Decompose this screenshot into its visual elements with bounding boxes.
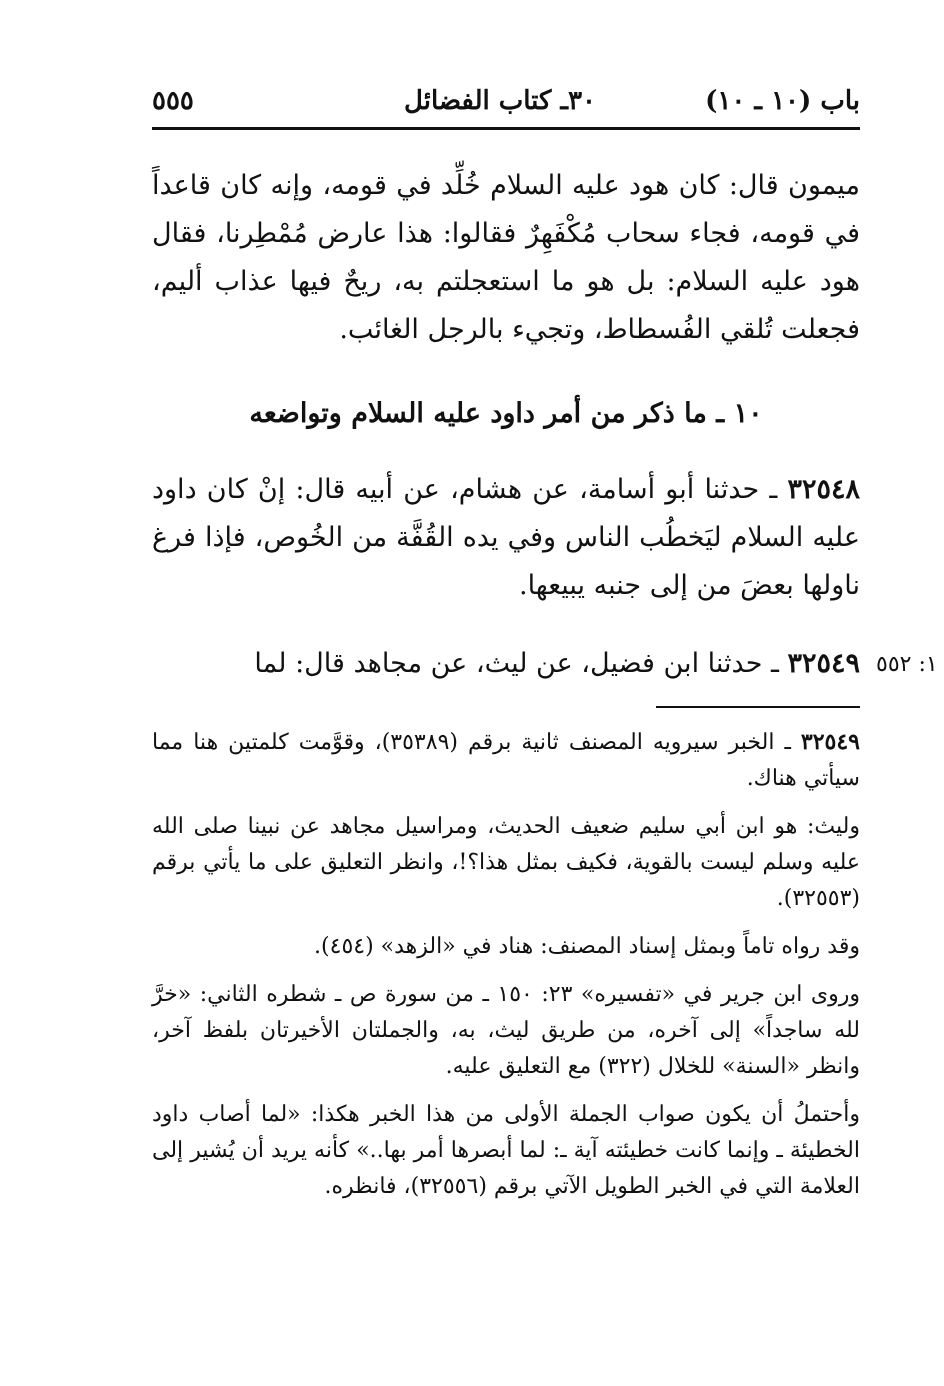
- footnote-number: ٣٢٥٤٩: [800, 729, 860, 755]
- continued-paragraph: ميمون قال: كان هود عليه السلام خُلِّد في قومه، وإنه كان قاعداً في قومه، فجاء سحاب مُكْفَهِرٌ فقالوا: هذا عارض مُمْطِرنا، فقال هود عليه السلام: بل هو ما استعجلتم به، ريحٌ فيها عذاب أليم، فجعلت تُلقي الفُسطاط، وتجيء بالرجل الغائب.: [152, 170, 860, 345]
- footnote: وأحتملُ أن يكون صواب الجملة الأولى من هذا الخبر هكذا: «لما أصاب داود الخطيئة ـ وإنما كانت خطيئته آية ـ: لما أبصرها أمر بها..» كأنه يريد أن يُشير إلى العلامة التي في الخبر الطويل الآتي برقم (٣٢٥٥٦)، فانظره.: [152, 1102, 860, 1199]
- margin-reference: ١: ٥٥٢: [876, 652, 938, 677]
- hadith-32548: [152, 466, 860, 626]
- footnotes: [152, 724, 860, 1217]
- footnote: وقد رواه تاماً وبمثل إسناد المصنف: هناد في «الزهد» (٤٥٤).: [314, 934, 860, 959]
- header-rule: [152, 127, 860, 130]
- hadith-number: ٣٢٥٤٩: [787, 648, 860, 679]
- hadith-text: ـ حدثنا ابن فضيل، عن ليث، عن مجاهد قال: لما: [254, 648, 788, 679]
- footnote: وليث: هو ابن أبي سليم ضعيف الحديث، ومراسيل مجاهد عن نبينا صلى الله عليه وسلم ليست بالقوية، فكيف بمثل هذا؟!، وانظر التعليق على ما يأتي برقم (٣٢٥٥٣).: [152, 814, 860, 911]
- hadith-number: ٣٢٥٤٨: [787, 474, 860, 505]
- footnote-rule: [656, 706, 860, 708]
- header-book-title: ٣٠ـ كتاب الفضائل: [404, 86, 596, 116]
- header-chapter-ref: باب (١٠ ـ ١٠): [705, 86, 860, 116]
- page-number: ٥٥٥: [152, 86, 194, 116]
- page-header: [152, 80, 860, 126]
- hadith-32549: [152, 640, 860, 688]
- section-heading: ١٠ ـ ما ذكر من أمر داود عليه السلام وتواضعه: [249, 398, 763, 429]
- footnote-text: ـ الخبر سيرويه المصنف ثانية برقم (٣٥٣٨٩)، وقوَّمت كلمتين هنا مما سيأتي هناك.: [152, 730, 860, 791]
- hadith-text: ـ حدثنا أبو أسامة، عن هشام، عن أبيه قال: إنْ كان داود عليه السلام ليَخطُب الناس وفي يده القُفَّة من الخُوص، فإذا فرغ ناولها بعضَ من إلى جنبه يبيعها.: [152, 474, 860, 601]
- footnote: وروى ابن جرير في «تفسيره» ٢٣: ١٥٠ ـ من سورة ص ـ شطره الثاني: «خرَّ لله ساجداً» إلى آخره، من طريق ليث، به، والجملتان الأخيرتان بلفظ آخر، وانظر «السنة» للخلال (٣٢٢) مع التعليق عليه.: [152, 982, 860, 1079]
- footnote: [152, 724, 860, 797]
